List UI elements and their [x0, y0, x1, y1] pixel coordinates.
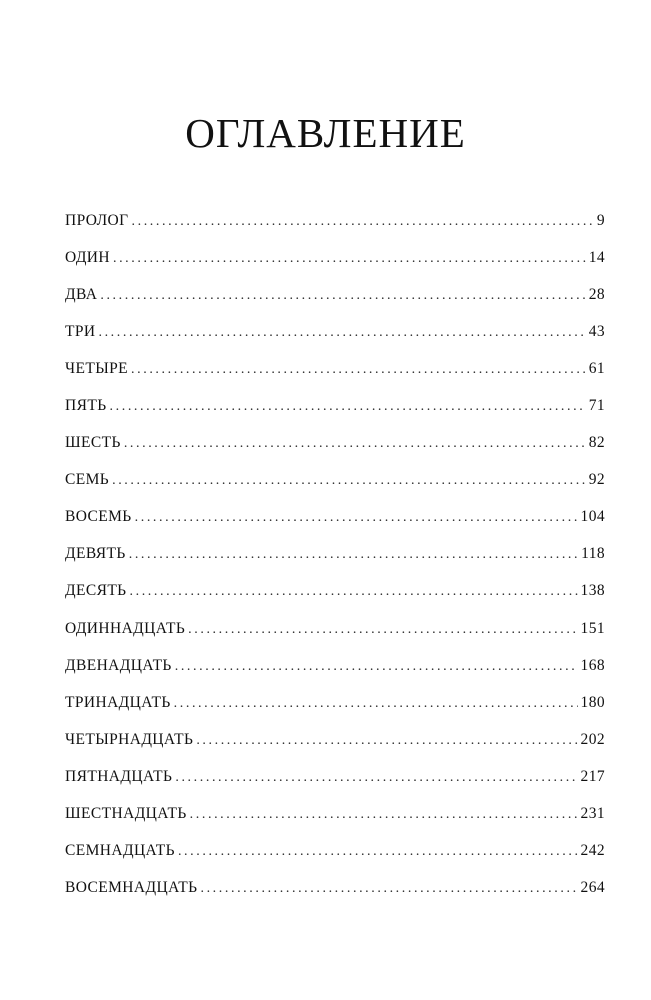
chapter-title: ПРОЛОГ	[65, 212, 129, 229]
dot-leader	[112, 462, 586, 499]
page-number: 138	[580, 582, 605, 600]
toc-entry[interactable]	[65, 795, 605, 832]
chapter-title: ПЯТЬ	[65, 397, 107, 415]
chapter-title: ВОСЕМНАДЦАТЬ	[65, 878, 198, 896]
chapter-title: ВОСЕМЬ	[65, 508, 132, 526]
page-number: 71	[588, 397, 605, 415]
dot-leader	[178, 833, 578, 870]
chapter-title: ШЕСТНАДЦАТЬ	[65, 804, 187, 822]
dot-leader	[124, 425, 586, 462]
toc-entry[interactable]	[65, 498, 605, 535]
page-number: 82	[588, 434, 605, 452]
page-number: 118	[581, 545, 605, 563]
chapter-title: ДЕВЯТЬ	[65, 545, 126, 563]
page-number: 28	[588, 286, 605, 304]
toc-entry[interactable]	[65, 535, 605, 572]
dot-leader	[110, 388, 586, 425]
dot-leader	[131, 351, 586, 388]
page-number: 264	[580, 878, 605, 896]
page-number: 217	[580, 767, 605, 785]
page-number: 14	[588, 249, 605, 267]
page-number: 92	[588, 471, 605, 489]
chapter-title: ТРИНАДЦАТЬ	[65, 693, 171, 711]
dot-leader	[113, 240, 586, 277]
toc-entry[interactable]	[65, 832, 605, 869]
toc-entry[interactable]	[65, 461, 605, 498]
chapter-title: ДВЕНАДЦАТЬ	[65, 656, 172, 674]
dot-leader	[175, 759, 577, 796]
page-number: 43	[588, 323, 605, 341]
chapter-title: СЕМЬ	[65, 471, 110, 489]
toc-entry[interactable]	[65, 610, 605, 647]
page-number: 180	[580, 693, 605, 711]
table-of-contents	[65, 202, 605, 906]
dot-leader	[175, 648, 578, 685]
chapter-title: ПЯТНАДЦАТЬ	[65, 767, 173, 785]
chapter-title: СЕМНАДЦАТЬ	[65, 841, 175, 859]
toc-entry[interactable]	[65, 387, 605, 424]
page-number: 9	[596, 212, 605, 229]
page-number: 242	[580, 841, 605, 859]
dot-leader	[196, 722, 577, 759]
chapter-title: ДВА	[65, 286, 98, 304]
page-title: ОГЛАВЛЕНИЕ	[185, 110, 466, 156]
dot-leader	[190, 796, 578, 833]
page-number: 231	[580, 804, 605, 822]
toc-entry[interactable]	[65, 350, 605, 387]
dot-leader	[135, 499, 578, 536]
toc-entry[interactable]	[65, 758, 605, 795]
dot-leader	[100, 277, 585, 314]
dot-leader	[129, 536, 578, 573]
toc-entry[interactable]	[65, 647, 605, 684]
toc-entry[interactable]	[65, 684, 605, 721]
dot-leader	[174, 685, 578, 722]
chapter-title: ЧЕТЫРНАДЦАТЬ	[65, 730, 194, 748]
page-number: 61	[588, 360, 605, 378]
page-number: 202	[580, 730, 605, 748]
dot-leader	[188, 611, 577, 648]
chapter-title: ШЕСТЬ	[65, 434, 121, 452]
toc-entry[interactable]	[65, 869, 605, 906]
chapter-title: ДЕСЯТЬ	[65, 582, 127, 600]
toc-entry[interactable]	[65, 276, 605, 313]
chapter-title: ТРИ	[65, 323, 96, 341]
page-number: 168	[580, 656, 605, 674]
dot-leader	[130, 573, 578, 610]
dot-leader	[98, 314, 585, 351]
toc-entry[interactable]	[65, 572, 605, 609]
toc-entry[interactable]	[65, 239, 605, 276]
toc-entry[interactable]	[65, 202, 605, 239]
chapter-title: ОДИН	[65, 249, 110, 267]
dot-leader	[200, 870, 577, 907]
page-number: 151	[580, 619, 605, 637]
dot-leader	[132, 203, 594, 240]
toc-entry[interactable]	[65, 721, 605, 758]
page-number: 104	[580, 508, 605, 526]
toc-entry[interactable]	[65, 313, 605, 350]
chapter-title: ЧЕТЫРЕ	[65, 360, 129, 378]
toc-entry[interactable]	[65, 424, 605, 461]
chapter-title: ОДИННАДЦАТЬ	[65, 619, 186, 637]
